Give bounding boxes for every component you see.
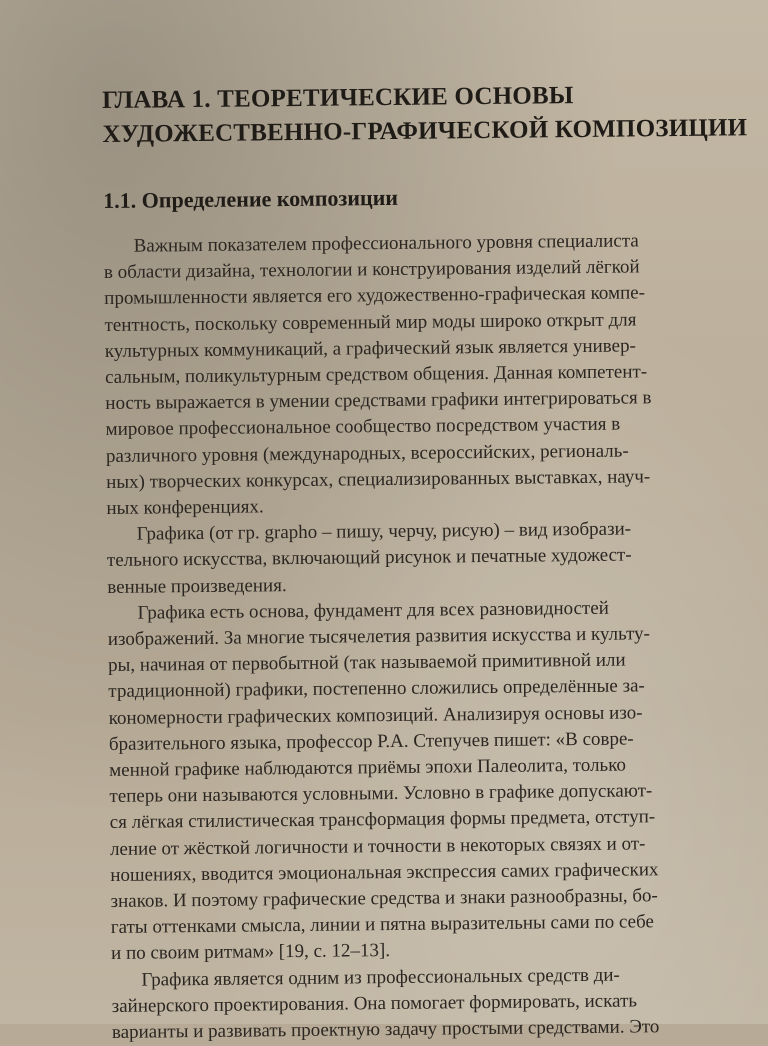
text-line: культурных коммуникаций, а графический язык является универ- xyxy=(104,335,636,362)
text-line: ных конференциях. xyxy=(106,496,264,520)
text-line: кономерности графических композиций. Анализируя основы изо- xyxy=(108,702,643,729)
text-line: тельного искусства, включающий рисунок и печатные художест- xyxy=(106,544,632,572)
text-line: варианты и развивать проектную задачу простыми средствами. Это xyxy=(111,1016,660,1044)
text-line: ся лёгкая стилистическая трансформация формы предмета, отступ- xyxy=(109,806,656,834)
chapter-title xyxy=(102,78,748,152)
text-line: традиционной) графики, постепенно сложились определённые за- xyxy=(108,675,645,703)
text-line: теперь они называются условными. Условно в графике допускают- xyxy=(109,780,653,808)
text-line: ношениях, вводится эмоциональная экспрессия самих графических xyxy=(110,859,659,886)
text-line: ление от жёсткой логичности и точности в некоторых связях и от- xyxy=(109,833,646,860)
chapter-title-line: ГЛАВА 1. ТЕОРЕТИЧЕСКИЕ ОСНОВЫ xyxy=(102,82,574,114)
paragraph xyxy=(107,516,723,601)
text-line: тентность, поскольку современный мир моды широко открыт для xyxy=(104,309,637,336)
section-title: 1.1. Определение композиции xyxy=(103,184,399,213)
text-line: Важным показателем профессионального уровня специалиста xyxy=(133,230,639,257)
paragraph xyxy=(107,594,726,967)
text-line: и по своим ритмам» [19, с. 12–13]. xyxy=(111,940,391,965)
text-line: ность выражается в умении средствами графики интегрироваться в xyxy=(105,387,652,415)
text-line: мировое профессиональное сообщество посредством участия в xyxy=(105,414,621,441)
text-line: ных) творческих конкурсах, специализированных выставках, науч- xyxy=(106,466,651,493)
text-line: менной графике наблюдаются приёмы эпохи Палеолита, только xyxy=(109,754,627,782)
text-line: изображений. За многие тысячелетия развития искусства и культу- xyxy=(107,623,651,651)
book-page xyxy=(102,78,748,1046)
text-line: Графика является одним из профессиональных средств ди- xyxy=(141,964,620,991)
paragraph xyxy=(111,961,727,1046)
text-line: различного уровня (международных, всероссийских, региональ- xyxy=(105,440,629,467)
text-line: зайнерского проектирования. Она помогает формировать, искать xyxy=(111,990,638,1017)
text-line: ры, начиная от первобытной (так называемой примитивной или xyxy=(107,649,626,677)
text-line: гаты оттенками смысла, линии и пятна выразительны сами по себе xyxy=(110,911,655,939)
text-line: венные произведения. xyxy=(107,574,287,598)
text-line: в области дизайна, технологии и конструирования изделий лёгкой xyxy=(103,256,640,284)
paragraph xyxy=(104,228,722,523)
text-line: знаков. И поэтому графические средства и знаки разнообразны, бо- xyxy=(110,885,658,913)
text-line: сальным, поликультурным средством общения. Данная компетент- xyxy=(104,361,648,388)
text-line: Графика есть основа, фундамент для всех разновидностей xyxy=(137,597,610,624)
text-line: Графика (от гр. grapho – пишу, черчу, рисую) – вид изобрази- xyxy=(136,518,632,545)
text-line: промышленности является его художественно-графическая компе- xyxy=(104,282,646,310)
text-line: бразительного языка, профессор Р.А. Степучев пишет: «В совре- xyxy=(108,728,634,755)
chapter-title-line: ХУДОЖЕСТВЕННО-ГРАФИЧЕСКОЙ КОМПОЗИЦИИ xyxy=(102,114,748,148)
